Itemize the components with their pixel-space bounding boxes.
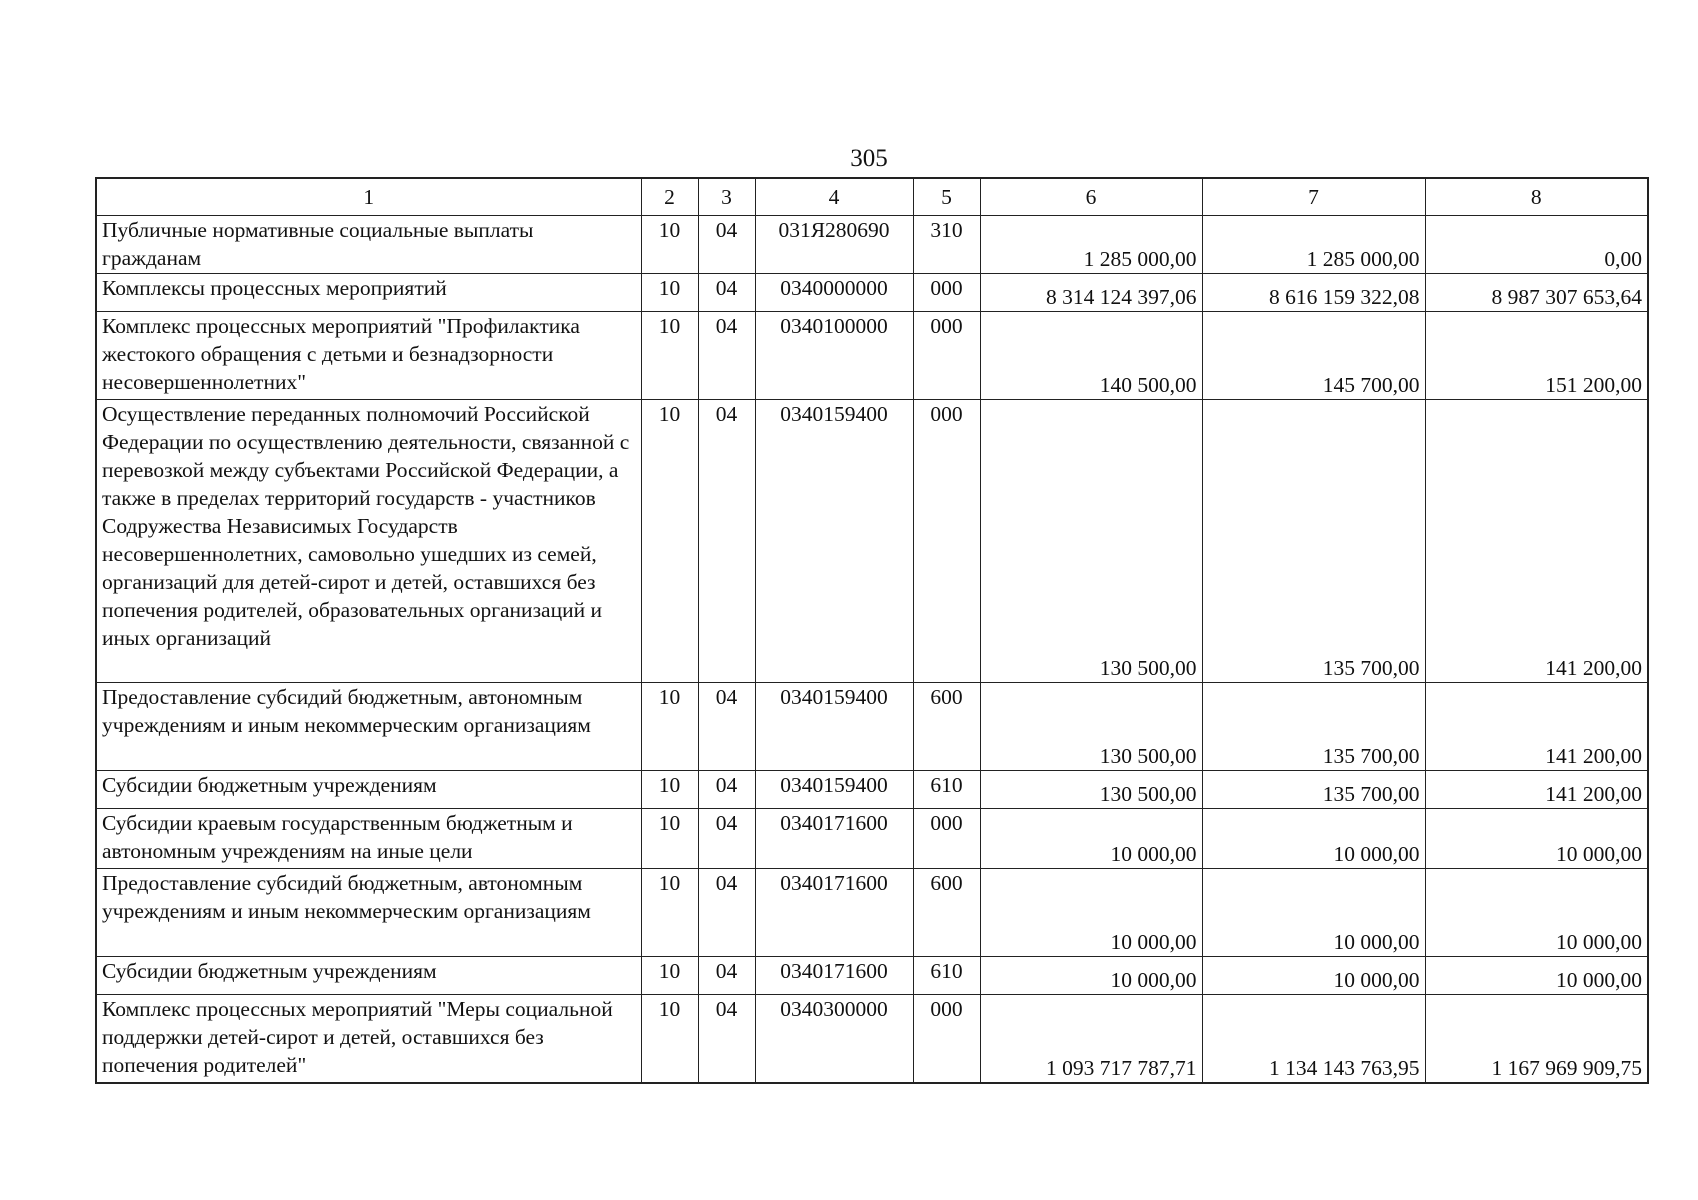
row-name: Комплекс процессных мероприятий "Профилактика жестокого обращения с детьми и безнадзорности несовершеннолетних" <box>96 312 641 400</box>
row-name: Публичные нормативные социальные выплаты гражданам <box>96 216 641 274</box>
row-amount-year3: 141 200,00 <box>1425 771 1648 809</box>
row-name: Комплексы процессных мероприятий <box>96 274 641 312</box>
table-row <box>96 869 1648 957</box>
row-target-article: 0340300000 <box>755 995 913 1083</box>
row-target-article: 0340159400 <box>755 771 913 809</box>
row-razdel: 10 <box>641 809 698 869</box>
row-amount-year1: 10 000,00 <box>980 809 1202 869</box>
row-razdel: 10 <box>641 312 698 400</box>
row-amount-year3: 141 200,00 <box>1425 400 1648 683</box>
table-row <box>96 809 1648 869</box>
row-amount-year2: 1 134 143 763,95 <box>1202 995 1425 1083</box>
row-expense-type: 600 <box>913 869 980 957</box>
row-expense-type: 000 <box>913 274 980 312</box>
row-razdel: 10 <box>641 995 698 1083</box>
table-row <box>96 274 1648 312</box>
row-amount-year3: 10 000,00 <box>1425 809 1648 869</box>
header-cell: 6 <box>980 178 1202 216</box>
row-razdel: 10 <box>641 216 698 274</box>
row-name: Предоставление субсидий бюджетным, автономным учреждениям и иным некоммерческим организациям <box>96 869 641 957</box>
row-podrazdel: 04 <box>698 995 755 1083</box>
row-target-article: 0340159400 <box>755 683 913 771</box>
header-cell: 7 <box>1202 178 1425 216</box>
row-expense-type: 610 <box>913 957 980 995</box>
row-expense-type: 310 <box>913 216 980 274</box>
row-podrazdel: 04 <box>698 312 755 400</box>
row-amount-year1: 130 500,00 <box>980 400 1202 683</box>
row-amount-year1: 1 093 717 787,71 <box>980 995 1202 1083</box>
row-podrazdel: 04 <box>698 683 755 771</box>
row-amount-year2: 135 700,00 <box>1202 771 1425 809</box>
row-podrazdel: 04 <box>698 771 755 809</box>
row-amount-year3: 151 200,00 <box>1425 312 1648 400</box>
row-name: Комплекс процессных мероприятий "Меры социальной поддержки детей-сирот и детей, оставшихся без попечения родителей" <box>96 995 641 1083</box>
row-name: Субсидии краевым государственным бюджетным и автономным учреждениям на иные цели <box>96 809 641 869</box>
row-target-article: 0340000000 <box>755 274 913 312</box>
row-amount-year3: 8 987 307 653,64 <box>1425 274 1648 312</box>
table-row <box>96 683 1648 771</box>
row-expense-type: 000 <box>913 400 980 683</box>
row-podrazdel: 04 <box>698 957 755 995</box>
row-amount-year1: 1 285 000,00 <box>980 216 1202 274</box>
row-amount-year1: 140 500,00 <box>980 312 1202 400</box>
row-target-article: 0340171600 <box>755 869 913 957</box>
row-podrazdel: 04 <box>698 274 755 312</box>
row-razdel: 10 <box>641 683 698 771</box>
row-amount-year3: 10 000,00 <box>1425 869 1648 957</box>
row-amount-year2: 1 285 000,00 <box>1202 216 1425 274</box>
row-razdel: 10 <box>641 869 698 957</box>
row-target-article: 031Я280690 <box>755 216 913 274</box>
header-cell: 8 <box>1425 178 1648 216</box>
row-amount-year2: 135 700,00 <box>1202 400 1425 683</box>
table-row <box>96 400 1648 683</box>
table-row <box>96 312 1648 400</box>
header-cell: 3 <box>698 178 755 216</box>
row-name: Предоставление субсидий бюджетным, автономным учреждениям и иным некоммерческим организациям <box>96 683 641 771</box>
row-razdel: 10 <box>641 400 698 683</box>
row-name: Осуществление переданных полномочий Российской Федерации по осуществлению деятельности, связанной с перевозкой между субъектами Российской Федерации, а также в пределах территорий государств - участников Содружества Независимых Государств несовершеннолетних, самовольно ушедших из семей, организаций для детей-сирот и детей, оставшихся без попечения родителей, образовательных организаций и иных организаций <box>96 400 641 683</box>
row-amount-year1: 130 500,00 <box>980 771 1202 809</box>
row-expense-type: 000 <box>913 312 980 400</box>
row-razdel: 10 <box>641 771 698 809</box>
row-podrazdel: 04 <box>698 809 755 869</box>
header-cell: 4 <box>755 178 913 216</box>
row-target-article: 0340171600 <box>755 957 913 995</box>
row-expense-type: 000 <box>913 809 980 869</box>
row-target-article: 0340171600 <box>755 809 913 869</box>
row-expense-type: 000 <box>913 995 980 1083</box>
page-number: 305 <box>850 145 888 172</box>
row-expense-type: 610 <box>913 771 980 809</box>
row-amount-year2: 10 000,00 <box>1202 809 1425 869</box>
header-cell: 2 <box>641 178 698 216</box>
row-razdel: 10 <box>641 957 698 995</box>
row-amount-year1: 10 000,00 <box>980 957 1202 995</box>
budget-table <box>95 177 1649 1084</box>
row-name: Субсидии бюджетным учреждениям <box>96 771 641 809</box>
table-row <box>96 771 1648 809</box>
row-target-article: 0340100000 <box>755 312 913 400</box>
row-podrazdel: 04 <box>698 216 755 274</box>
row-amount-year2: 8 616 159 322,08 <box>1202 274 1425 312</box>
row-podrazdel: 04 <box>698 869 755 957</box>
row-amount-year3: 1 167 969 909,75 <box>1425 995 1648 1083</box>
row-amount-year2: 10 000,00 <box>1202 869 1425 957</box>
row-razdel: 10 <box>641 274 698 312</box>
header-row <box>96 178 1648 216</box>
row-podrazdel: 04 <box>698 400 755 683</box>
row-amount-year2: 135 700,00 <box>1202 683 1425 771</box>
header-cell: 5 <box>913 178 980 216</box>
row-amount-year3: 0,00 <box>1425 216 1648 274</box>
row-amount-year2: 145 700,00 <box>1202 312 1425 400</box>
table-row <box>96 216 1648 274</box>
row-amount-year1: 130 500,00 <box>980 683 1202 771</box>
row-name: Субсидии бюджетным учреждениям <box>96 957 641 995</box>
row-amount-year3: 10 000,00 <box>1425 957 1648 995</box>
row-amount-year1: 10 000,00 <box>980 869 1202 957</box>
table-row <box>96 995 1648 1083</box>
row-amount-year2: 10 000,00 <box>1202 957 1425 995</box>
row-expense-type: 600 <box>913 683 980 771</box>
row-amount-year3: 141 200,00 <box>1425 683 1648 771</box>
header-cell: 1 <box>96 178 641 216</box>
table-row <box>96 957 1648 995</box>
row-amount-year1: 8 314 124 397,06 <box>980 274 1202 312</box>
row-target-article: 0340159400 <box>755 400 913 683</box>
